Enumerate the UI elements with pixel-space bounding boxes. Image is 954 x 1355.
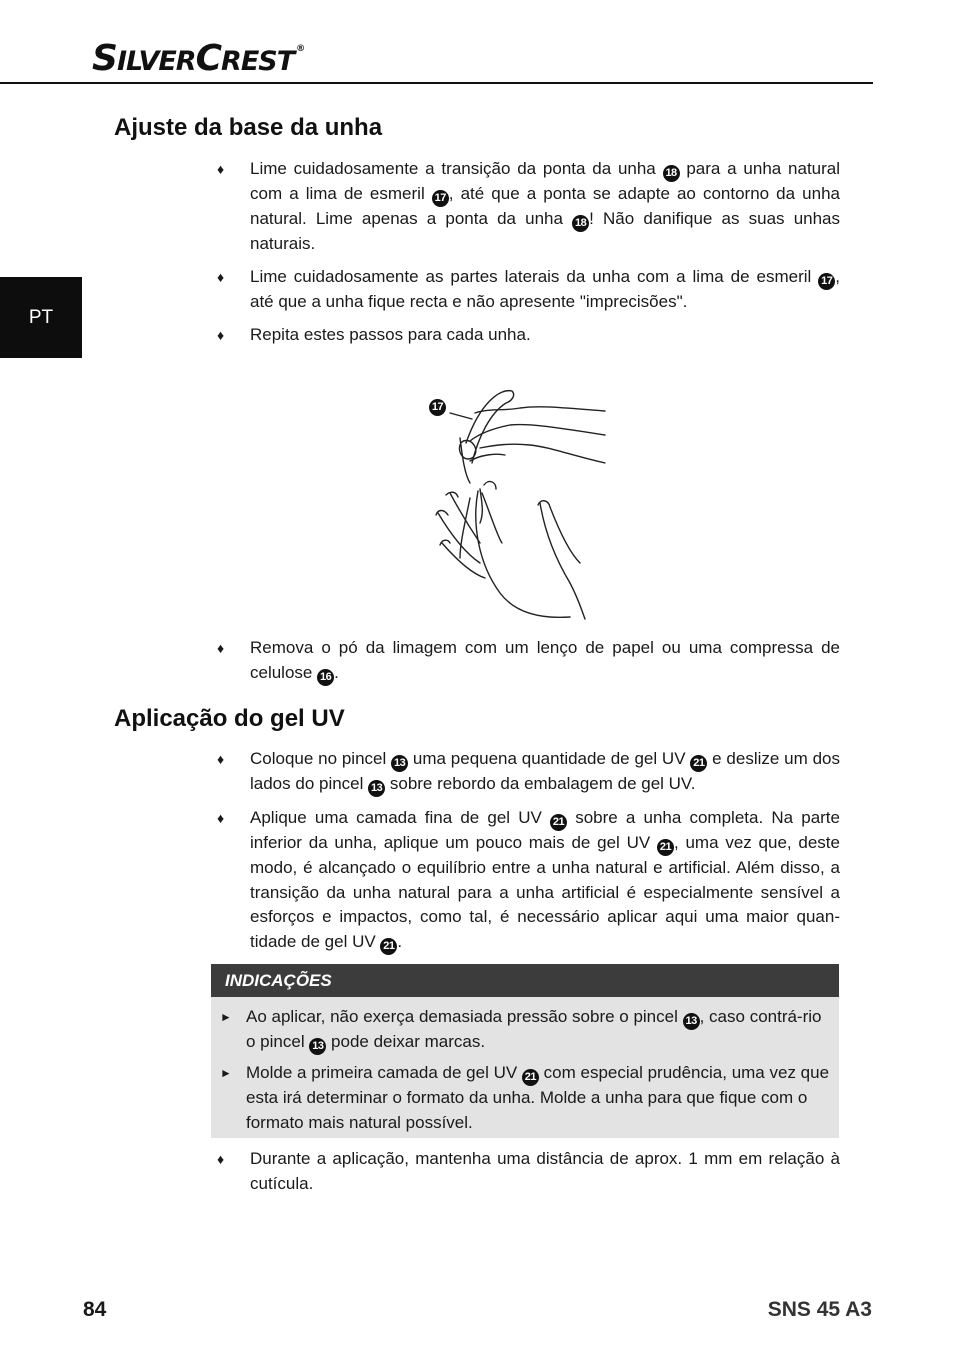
nail-filing-illustration [420, 383, 610, 623]
bullet-text: Lime cuidadosamente as partes laterais da unha com a lima de esmeril 17 , até que a unha fique recta e não apresente "imprecisões". [250, 267, 840, 311]
part-number-badge: 13 [368, 780, 385, 797]
bullet-item [217, 265, 840, 315]
note-item [220, 1061, 830, 1135]
part-number-badge: 21 [522, 1069, 539, 1086]
part-number-badge: 13 [683, 1013, 700, 1030]
part-number-badge: 13 [309, 1038, 326, 1055]
diamond-bullet-icon: ♦ [217, 751, 225, 767]
part-number-badge: 17 [432, 190, 449, 207]
diamond-bullet-icon: ♦ [217, 1151, 225, 1167]
diamond-bullet-icon: ♦ [217, 810, 225, 826]
section-title-nail-base: Ajuste da base da unha [114, 114, 383, 141]
model-number: SNS 45 A3 [767, 1298, 872, 1321]
callout-17-badge: 17 [429, 399, 446, 416]
bullet-item [217, 323, 840, 348]
diamond-bullet-icon: ♦ [217, 161, 225, 177]
bullet-text: Coloque no pincel 13 uma pequena quantidade de gel UV 21 e deslize um dos lados do pincel 13 sobre rebordo da embalagem de gel UV. [250, 747, 840, 797]
arrow-bullet-icon: ► [220, 1066, 232, 1080]
language-tab-label: PT [28, 306, 54, 328]
arrow-bullet-icon: ► [220, 1010, 232, 1024]
part-number-badge: 18 [572, 215, 589, 232]
diamond-bullet-icon: ♦ [217, 327, 225, 343]
page-number: 84 [83, 1298, 107, 1321]
bullet-item [217, 747, 840, 797]
bullet-item [217, 806, 840, 955]
language-tab [0, 277, 82, 358]
part-number-badge: 16 [317, 669, 334, 686]
bullet-text: Durante a aplicação, mantenha uma distância de aprox. 1 mm em relação à cutícula. [250, 1149, 840, 1193]
part-number-badge: 17 [818, 273, 835, 290]
note-text: Ao aplicar, não exerça demasiada pressão sobre o pincel 13 , caso contrá-rio o pincel 13 pode deixar marcas. [246, 1005, 830, 1055]
bullet-item [217, 636, 840, 686]
bullet-text: Lime cuidadosamente a transição da ponta da unha 18 para a unha natural com a lima de esmeril 17 , até que a ponta se adapte ao contorno da unha natural. Lime apenas a ponta da unha 18 ! Não danifique as suas unhas naturais. [250, 159, 841, 253]
note-item [220, 1005, 830, 1055]
hand-with-file-icon [420, 383, 610, 623]
part-number-badge: 13 [391, 755, 408, 772]
diamond-bullet-icon: ♦ [217, 269, 225, 285]
brand-logo: SILVERCREST ® [92, 38, 305, 79]
section-title-uv-gel: Aplicação do gel UV [114, 705, 345, 732]
part-number-badge: 18 [663, 165, 680, 182]
bullet-text: Repita estes passos para cada unha. [250, 325, 531, 344]
part-number-badge: 21 [550, 814, 567, 831]
part-number-badge: 21 [690, 755, 707, 772]
notes-box [211, 964, 839, 1138]
bullet-text: Remova o pó da limagem com um lenço de papel ou uma compressa de celulose 16 . [250, 636, 840, 686]
notes-heading: INDICAÇÕES [211, 964, 839, 997]
part-number-badge: 21 [657, 839, 674, 856]
note-text: Molde a primeira camada de gel UV 21 com especial prudência, uma vez que esta irá determinar o formato da unha. Molde a unha para que fique com o formato mais natural possível. [246, 1063, 830, 1132]
bullet-item [217, 157, 840, 257]
part-number-badge: 21 [380, 938, 397, 955]
bullet-text: Aplique uma camada fina de gel UV 21 sobre a unha completa. Na parte inferior da unha, aplique um pouco mais de gel UV 21 , uma vez que, deste modo, é alcançado o equilíbrio entre a unha natural e artificial. Além disso, a transição da unha natural para a unha artificial é especialmente sensível a esforços e impactos, como tal, é necessário aplicar aqui uma maior quan-tidade de gel UV 21 . [250, 806, 840, 955]
header-rule [0, 82, 873, 84]
bullet-item [217, 1147, 840, 1196]
diamond-bullet-icon: ♦ [217, 640, 225, 656]
